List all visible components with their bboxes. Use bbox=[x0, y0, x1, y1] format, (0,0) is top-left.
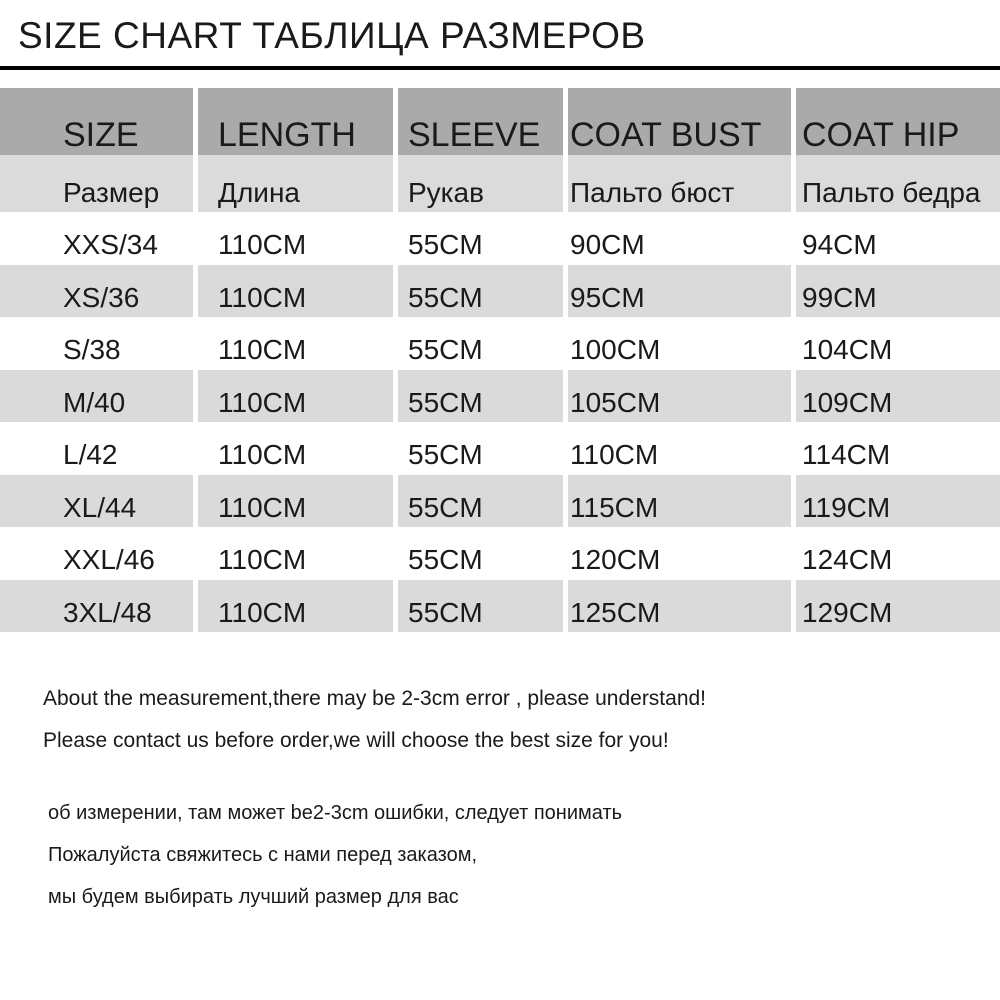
title-divider bbox=[0, 66, 1000, 70]
note-line: Пожалуйста свяжитесь с нами перед заказом, bbox=[48, 844, 477, 866]
cell-size: XXS/34 bbox=[63, 229, 158, 260]
size-table bbox=[0, 88, 1000, 632]
cell-coat-bust: 90CM bbox=[563, 212, 791, 265]
cell-sleeve: 55CM bbox=[393, 422, 563, 475]
table-row bbox=[0, 580, 1000, 633]
header-coat-bust: COAT BUST bbox=[563, 88, 791, 155]
table-row bbox=[0, 370, 1000, 423]
table-row bbox=[0, 527, 1000, 580]
table-row bbox=[0, 422, 1000, 475]
cell-size: L/42 bbox=[63, 439, 118, 470]
cell-coat-bust: 95CM bbox=[563, 265, 791, 318]
cell-length: 110CM bbox=[193, 475, 393, 528]
page-title: SIZE CHART ТАБЛИЦА РАЗМЕРОВ bbox=[18, 15, 646, 56]
table-header-row-ru bbox=[0, 155, 1000, 212]
note-line: мы будем выбирать лучший размер для вас bbox=[48, 886, 459, 908]
table-row bbox=[0, 317, 1000, 370]
cell-size: XS/36 bbox=[0, 265, 193, 318]
cell-coat-bust: 120CM bbox=[563, 527, 791, 580]
table-header-row-en bbox=[0, 88, 1000, 155]
note-line: About the measurement,there may be 2-3cm error , please understand! bbox=[43, 687, 707, 710]
cell-coat-hip: 109CM bbox=[791, 370, 1000, 423]
cell-coat-bust: 115CM bbox=[563, 475, 791, 528]
table-row bbox=[0, 475, 1000, 528]
cell-length: 110CM bbox=[193, 212, 393, 265]
cell-coat-hip: 114CM bbox=[791, 422, 1000, 475]
cell-sleeve: 55CM bbox=[393, 265, 563, 318]
cell-coat-hip: 124CM bbox=[791, 527, 1000, 580]
cell-sleeve: 55CM bbox=[393, 317, 563, 370]
cell-size: XXL/46 bbox=[63, 544, 155, 575]
cell-size: M/40 bbox=[0, 370, 193, 423]
header-length: LENGTH bbox=[193, 88, 393, 155]
measurement-note-ru bbox=[48, 792, 622, 918]
header-length-ru: Длина bbox=[193, 155, 393, 212]
cell-sleeve: 55CM bbox=[393, 370, 563, 423]
header-coat-hip: COAT HIP bbox=[791, 88, 1000, 155]
measurement-note-en bbox=[43, 678, 706, 762]
cell-sleeve: 55CM bbox=[393, 212, 563, 265]
cell-length: 110CM bbox=[193, 265, 393, 318]
cell-coat-hip: 129CM bbox=[791, 580, 1000, 633]
cell-length: 110CM bbox=[193, 317, 393, 370]
cell-length: 110CM bbox=[193, 527, 393, 580]
header-size-ru: Размер bbox=[0, 155, 193, 212]
header-sleeve-ru: Рукав bbox=[393, 155, 563, 212]
table-row bbox=[0, 265, 1000, 318]
note-line: Please contact us before order,we will choose the best size for you! bbox=[43, 729, 669, 752]
header-coat-bust-ru: Пальто бюст bbox=[563, 155, 791, 212]
table-row bbox=[0, 212, 1000, 265]
cell-coat-bust: 110CM bbox=[563, 422, 791, 475]
cell-coat-bust: 125CM bbox=[563, 580, 791, 633]
cell-coat-hip: 104CM bbox=[791, 317, 1000, 370]
cell-sleeve: 55CM bbox=[393, 580, 563, 633]
cell-coat-hip: 119CM bbox=[791, 475, 1000, 528]
cell-coat-bust: 105CM bbox=[563, 370, 791, 423]
cell-size: XL/44 bbox=[0, 475, 193, 528]
note-line: об измерении, там может be2-3cm ошибки, следует понимать bbox=[48, 802, 623, 824]
cell-size: S/38 bbox=[63, 334, 121, 365]
cell-coat-hip: 99CM bbox=[791, 265, 1000, 318]
cell-coat-bust: 100CM bbox=[563, 317, 791, 370]
cell-length: 110CM bbox=[193, 370, 393, 423]
cell-length: 110CM bbox=[193, 580, 393, 633]
cell-size: 3XL/48 bbox=[0, 580, 193, 633]
header-coat-hip-ru: Пальто бедра bbox=[791, 155, 1000, 212]
cell-sleeve: 55CM bbox=[393, 527, 563, 580]
header-size: SIZE bbox=[0, 88, 193, 155]
cell-length: 110CM bbox=[193, 422, 393, 475]
header-sleeve: SLEEVE bbox=[393, 88, 563, 155]
cell-sleeve: 55CM bbox=[393, 475, 563, 528]
cell-coat-hip: 94CM bbox=[791, 212, 1000, 265]
